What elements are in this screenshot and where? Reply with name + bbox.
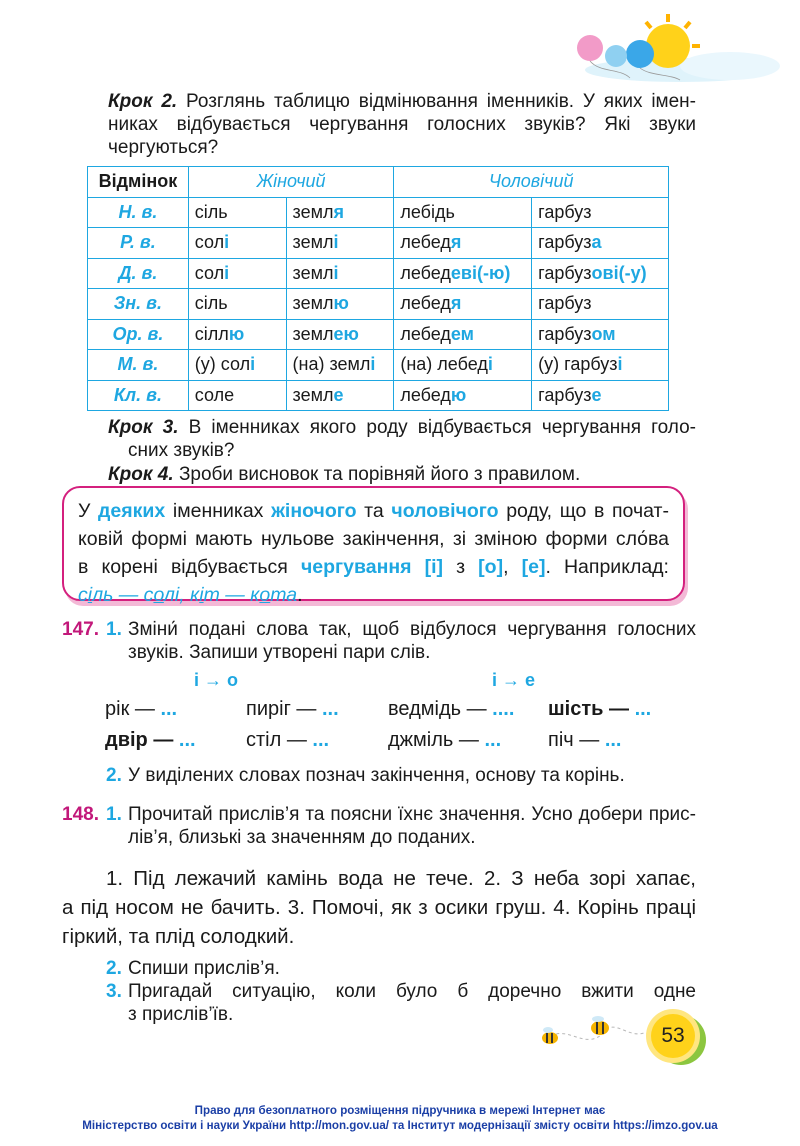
ending: я [450,232,462,253]
rule-box [62,486,685,606]
rule-word-masculine: чоловічого [391,500,499,522]
table-row [88,197,669,228]
step2-paragraph [108,90,696,159]
exercise-148-task2-text: Спиши прислів’я. [128,958,280,979]
step2-line3: чергуються? [108,137,219,158]
proverbs-line1: 1. Під лежачий камінь вода не тече. 2. З неба зорі хапає, [106,867,696,890]
table-row [88,350,669,381]
table-cell: лебедя [394,228,532,259]
ending: ю [333,293,349,314]
footer-line2: Міністерство освіти і науки України http://mon.gov.ua/ та Інститут модернізації змісту освіти https://imzo.gov.ua [82,1119,718,1132]
header-feminine: Жіночий [188,167,394,198]
case-label: Зн. в. [88,289,189,320]
table-cell: (у) солі [188,350,286,381]
ending: ом [591,323,616,344]
exercise-148-task2 [106,957,696,980]
rule-line3: в корені відбувається чергування [і] з [о], [е]. Наприклад: [78,556,669,578]
exercise-147-line2: звуків. Запиши утворені пари слів. [128,642,431,663]
case-label: Н. в. [88,197,189,228]
ending: і [617,354,623,375]
ending: і [224,232,230,253]
exercise-147-task2-text: У виділених словах познач закінчення, основу та корінь. [128,765,625,786]
ending: і [250,354,256,375]
step4-label: Крок 4. [108,464,174,485]
table-cell: сіль [188,197,286,228]
rule-example: сіль — солі, кіт — кота. [78,584,303,606]
table-cell: землі [286,228,394,259]
step2-line1: Розглянь таблицю відмінювання іменників. У яких імен- [186,91,696,112]
table-cell: гарбузові(-у) [532,258,669,289]
table-cell: лебедю [394,380,532,411]
table-cell: земле [286,380,394,411]
exercise-147-sub1: 1. [106,619,122,640]
table-row [88,258,669,289]
table-row [88,380,669,411]
table-cell: лебедеві(-ю) [394,258,532,289]
exercise-148-line1: Прочитай прислів’я та поясни їхнє значення. Усно добери прис- [128,804,696,825]
exercise-147-task2 [106,764,696,787]
step2-label: Крок 2. [108,91,178,112]
ending: і [333,232,339,253]
proverbs-line3: гіркий, та плід солодкий. [62,925,295,948]
table-cell: гарбузом [532,319,669,350]
ending: е [591,384,602,405]
exercise-147-sub2: 2. [106,765,122,786]
word-stil: стіл — ... [246,729,330,751]
ending: ею [333,323,359,344]
table-cell: сіллю [188,319,286,350]
exercise-148-sub3: 3. [106,981,122,1002]
case-label: Ор. в. [88,319,189,350]
rule-line2: ковій формі мають нульове закінчення, зі зміною форми сло́ва [78,528,669,550]
exercise-148-task3-line2: з прислів’їв. [128,1004,234,1025]
table-cell: лебедя [394,289,532,320]
exercise-148-task3-line1: Пригадай ситуацію, коли було б доречно вжити одне [128,981,696,1002]
word-pich: піч — ... [548,729,622,751]
case-label: Д. в. [88,258,189,289]
table-cell: землею [286,319,394,350]
bees-decoration [536,1010,656,1060]
rule-sound-o: [о] [478,556,504,578]
ending: я [333,201,344,222]
word-pyrih: пиріг — ... [246,698,339,720]
table-cell: соле [188,380,286,411]
header-masculine: Чоловічий [394,167,669,198]
table-header-row [88,167,669,198]
exercise-148-line2: лів’я, близькі за значенням до поданих. [128,827,476,848]
table-cell: солі [188,258,286,289]
page-number: 53 [661,1024,685,1047]
step3-line2: сних звуків? [128,440,235,461]
step3-paragraph [108,416,696,462]
table-cell: (на) землі [286,350,394,381]
case-label: Кл. в. [88,380,189,411]
word-dzhmil: джміль — ... [388,729,502,751]
ending: і [487,354,493,375]
table-cell: сіль [188,289,286,320]
proverbs-line2: а під носом не бачить. 3. Помочі, як з осики груш. 4. Корінь праці [62,896,696,919]
ending: ем [450,323,474,344]
table-cell: гарбуз [532,289,669,320]
step2-line2: никах відбувається чергування голосних звуків? Які звуки [108,114,696,135]
rule-word-deyakykh: деяких [98,500,166,522]
ending: я [450,293,462,314]
header-case: Відмінок [88,167,189,198]
footer-line1: Право для безоплатного розміщення підручника в мережі Інтернет має [194,1104,606,1117]
table-cell: землю [286,289,394,320]
proverbs-text [62,864,696,951]
exercise-148 [62,803,696,849]
exercise-147-line1: Зміни́ подані слова так, щоб відбулося чергування голосних [128,619,696,640]
rule-sound-e: [е] [521,556,546,578]
header-i-to-o: і → о [194,670,238,690]
ending: ові(-у) [591,262,647,283]
ending: ю [450,384,467,405]
case-label: Р. в. [88,228,189,259]
ending: е [333,384,344,405]
table-cell: (на) лебеді [394,350,532,381]
word-rik: рік — ... [105,698,178,720]
exercise-148-number: 148. [62,804,99,825]
ending: ю [228,323,245,344]
table-cell: лебідь [394,197,532,228]
table-row [88,319,669,350]
table-cell: земля [286,197,394,228]
word-dvir: двір — ... [105,729,196,751]
table-cell: лебедем [394,319,532,350]
table-cell: гарбуза [532,228,669,259]
rule-line1: У деяких іменниках жіночого та чоловічого роду, що в почат- [78,500,669,522]
word-shist: шість — ... [548,698,652,720]
rule-word-feminine: жіночого [271,500,357,522]
ending: а [591,232,602,253]
table-row [88,228,669,259]
balloons-sun-decoration [560,8,800,88]
table-cell: солі [188,228,286,259]
step3-line1: В іменниках якого роду відбувається чергування голо- [188,417,696,438]
rule-word-alternation: чергування [і] [300,556,444,578]
table-cell: землі [286,258,394,289]
declension-table [87,166,669,411]
table-cell: гарбузе [532,380,669,411]
step4-text: Зроби висновок та порівняй його з правилом. [178,464,581,485]
exercise-148-sub2: 2. [106,958,122,979]
table-cell: гарбуз [532,197,669,228]
word-vedmid: ведмідь — .... [388,698,515,720]
table-cell: (у) гарбузі [532,350,669,381]
ending: і [370,354,376,375]
table-row [88,289,669,320]
ending: еві(-ю) [450,262,511,283]
exercise-147-number: 147. [62,619,99,640]
ending: і [224,262,230,283]
exercise-147 [62,618,696,664]
case-label: М. в. [88,350,189,381]
header-i-to-e: і → е [492,670,536,690]
step4-paragraph [108,463,696,486]
ending: і [333,262,339,283]
step3-label: Крок 3. [108,417,179,438]
exercise-148-sub1: 1. [106,804,122,825]
page-number-badge [651,1014,695,1058]
